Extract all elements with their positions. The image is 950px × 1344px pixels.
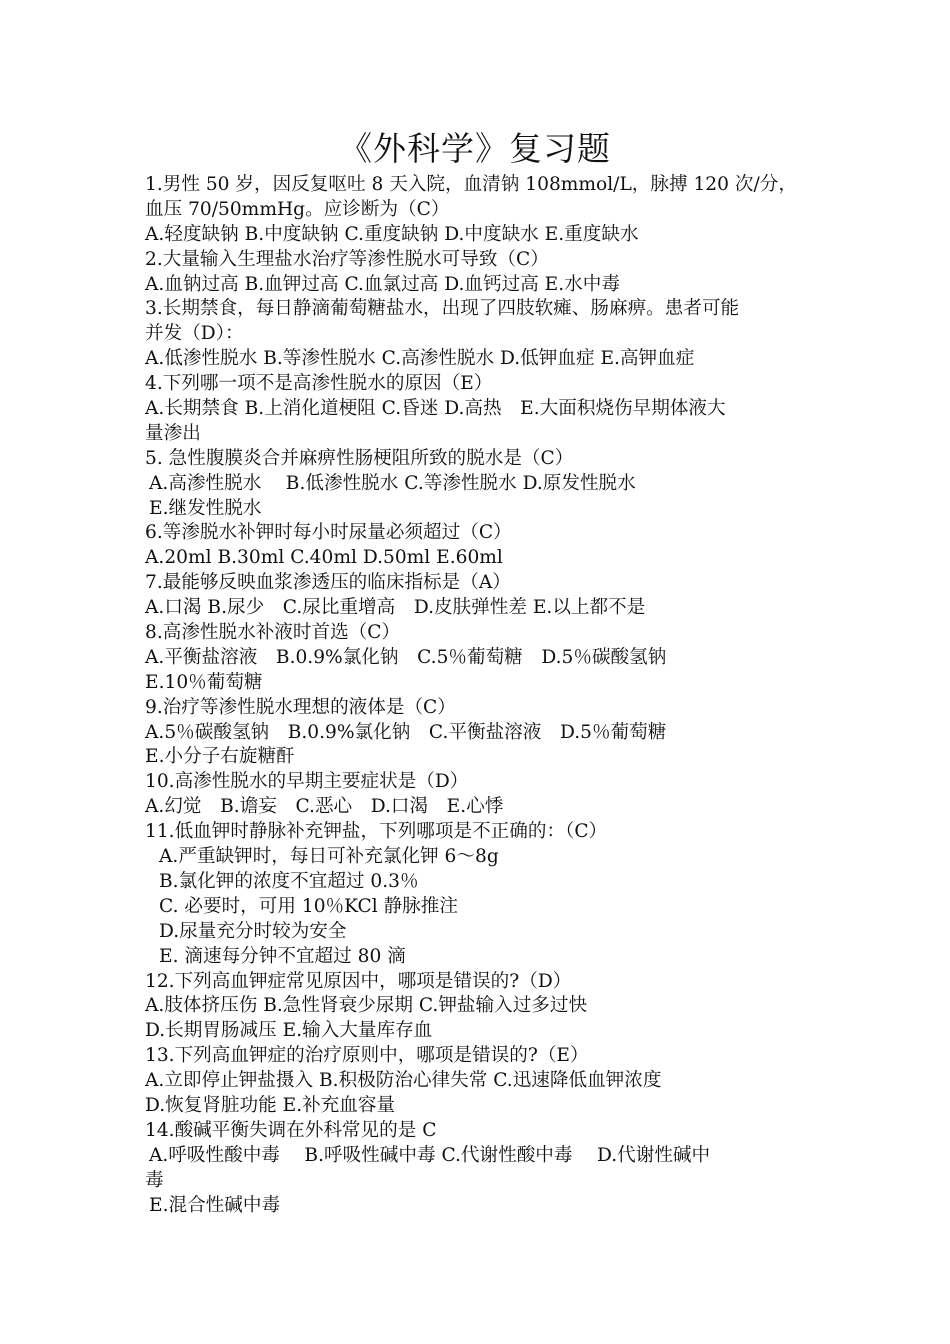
option-line: E.10％葡萄糖 (145, 671, 263, 693)
option-line: A.肢体挤压伤 B.急性肾衰少尿期 C.钾盐输入过多过快 (145, 995, 588, 1017)
option-line: A.5％碳酸氢钠 B.0.9%氯化钠 C.平衡盐溶液 D.5％葡萄糖 (145, 721, 667, 743)
option-line: E.混合性碱中毒 (149, 1194, 281, 1216)
option-line: 量渗出 (145, 422, 201, 444)
option-line: A.呼吸性酸中毒 B.呼吸性碱中毒 C.代谢性酸中毒 D.代谢性碱中 (149, 1144, 711, 1166)
question-line: 血压 70/50mmHg。应诊断为（C） (145, 198, 450, 220)
option-line: A.幻觉 B.谵妄 C.恶心 D.口渴 E.心悸 (145, 796, 504, 818)
option-line: E. 滴速每分钟不宜超过 80 滴 (159, 945, 406, 967)
option-line: A.平衡盐溶液 B.0.9%氯化钠 C.5％葡萄糖 D.5％碳酸氢钠 (145, 646, 667, 668)
option-line: A.长期禁食 B.上消化道梗阻 C.昏迷 D.高热 E.大面积烧伤早期体液大 (145, 398, 726, 420)
option-line: D.恢复肾脏功能 E.补充血容量 (145, 1094, 396, 1116)
option-line: A.口渴 B.尿少 C.尿比重增高 D.皮肤弹性差 E.以上都不是 (145, 597, 646, 619)
option-line: D.长期胃肠减压 E.输入大量库存血 (145, 1020, 433, 1042)
question-line: 11.低血钾时静脉补充钾盐，下列哪项是不正确的：（C） (145, 821, 608, 843)
option-line: A.低渗性脱水 B.等渗性脱水 C.高渗性脱水 D.低钾血症 E.高钾血症 (145, 348, 695, 370)
question-line: 12.下列高血钾症常见原因中，哪项是错误的?（D） (145, 970, 572, 992)
question-line: 14.酸碱平衡失调在外科常见的是 C (145, 1119, 437, 1141)
option-line: A.严重缺钾时，每日可补充氯化钾 6～8g (159, 846, 499, 868)
option-line: C. 必要时，可用 10％KCl 静脉推注 (159, 895, 458, 917)
question-line: 13.下列高血钾症的治疗原则中，哪项是错误的?（E） (145, 1045, 589, 1067)
question-list (145, 173, 813, 1218)
option-line: A.血钠过高 B.血钾过高 C.血氯过高 D.血钙过高 E.水中毒 (145, 273, 620, 295)
option-line: 毒 (145, 1169, 164, 1191)
question-line: 7.最能够反映血浆渗透压的临床指标是（A） (145, 572, 511, 594)
question-line: 并发（D）： (145, 323, 244, 345)
question-line: 3.长期禁食，每日静滴葡萄糖盐水，出现了四肢软瘫、肠麻痹。患者可能 (145, 298, 740, 320)
question-line: 5. 急性腹膜炎合并麻痹性肠梗阻所致的脱水是（C） (145, 447, 574, 469)
question-line: 10.高渗性脱水的早期主要症状是（D） (145, 771, 469, 793)
option-line: A.立即停止钾盐摄入 B.积极防治心律失常 C.迅速降低血钾浓度 (145, 1070, 662, 1092)
option-line: E.小分子右旋糖酐 (145, 746, 295, 768)
option-line: A.轻度缺钠 B.中度缺钠 C.重度缺钠 D.中度缺水 E.重度缺水 (145, 223, 639, 245)
question-line: 1.男性 50 岁，因反复呕吐 8 天入院，血清钠 108mmol/L，脉搏 120 次/分， (145, 174, 797, 195)
question-line: 8.高渗性脱水补液时首选（C） (145, 622, 401, 644)
question-line: 2.大量输入生理盐水治疗等渗性脱水可导致（C） (145, 248, 549, 270)
question-line: 4.下列哪一项不是高渗性脱水的原因（E） (145, 373, 493, 395)
question-line: 6.等渗脱水补钾时每小时尿量必须超过（C） (145, 522, 512, 544)
question-line: 9.治疗等渗性脱水理想的液体是（C） (145, 696, 456, 718)
option-line: B.氯化钾的浓度不宜超过 0.3％ (159, 870, 419, 892)
option-line: D.尿量充分时较为安全 (159, 920, 347, 942)
option-line: E.继发性脱水 (149, 497, 262, 519)
document-title: 《外科学》复习题 (339, 129, 611, 168)
option-line: A.20ml B.30ml C.40ml D.50ml E.60ml (145, 547, 503, 569)
option-line: A.高渗性脱水 B.低渗性脱水 C.等渗性脱水 D.原发性脱水 (149, 472, 636, 494)
